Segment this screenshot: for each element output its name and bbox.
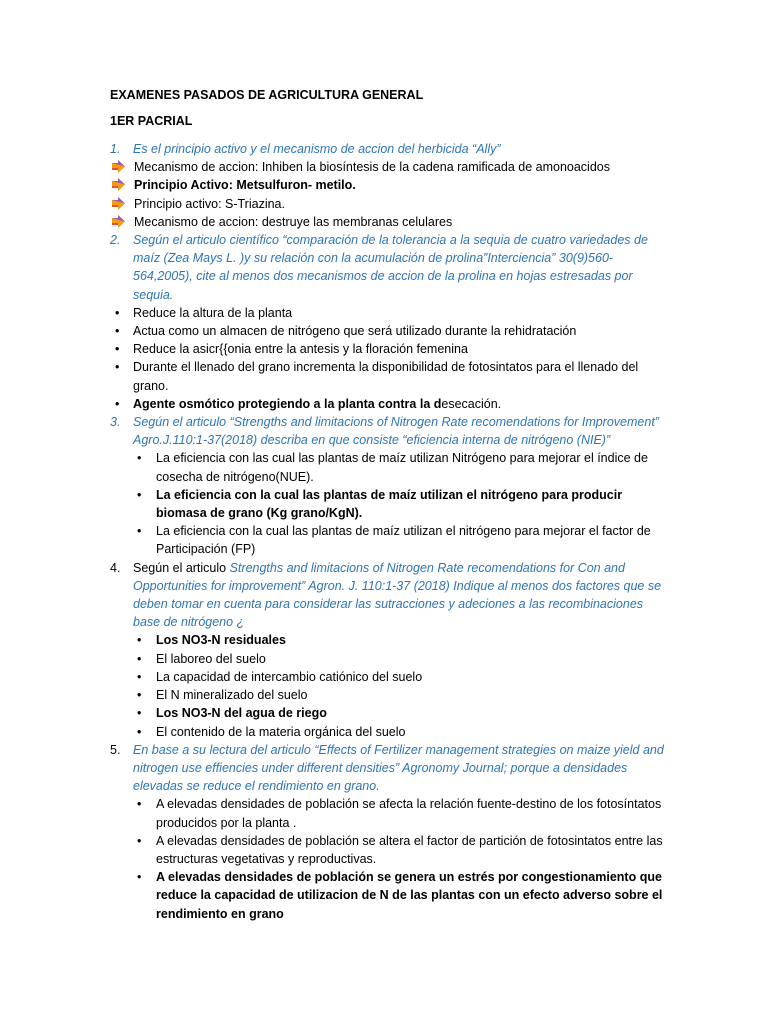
round-bullet-icon: • <box>137 651 142 666</box>
round-bullet-icon: • <box>137 524 142 539</box>
question-number: 5. <box>110 742 121 757</box>
question-4 <box>110 559 670 632</box>
round-bullet-icon: • <box>137 724 142 739</box>
question-number: 2. <box>110 233 121 248</box>
question-2 <box>110 231 670 304</box>
answer-item: • El N mineralizado del suelo <box>110 686 670 704</box>
question-number: 3. <box>110 415 121 430</box>
answer-item: • A elevadas densidades de población se altera el factor de partición de fotosintatos entre las estructuras vegetativas y reproductivas. <box>137 833 663 866</box>
document-title: EXAMENES PASADOS DE AGRICULTURA GENERAL <box>110 88 424 102</box>
answer-item: • Los NO3-N del agua de riego <box>110 704 670 722</box>
answer-item: • La eficiencia con la cual las plantas de maíz utilizan el nitrógeno para producir biomasa de grano (Kg grano/KgN). <box>137 487 623 521</box>
question-number: 1. <box>110 142 121 156</box>
round-bullet-icon: • <box>115 305 120 320</box>
answer-list <box>110 795 670 922</box>
round-bullet-icon: • <box>137 870 142 885</box>
answer-item: • A elevadas densidades de población se afecta la relación fuente-destino de los fotosíntatos producidos por la planta . <box>137 797 662 830</box>
answer-item: • Actua como un almacen de nitrógeno que será utilizado durante la rehidratación <box>110 322 670 340</box>
answer-item: Principio activo: S-Triazina. <box>110 195 670 213</box>
answer-item: Mecanismo de accion: Inhiben la biosíntesis de la cadena ramificada de amonoacidos <box>110 158 670 176</box>
answer-item: • Reduce la altura de la planta <box>110 304 670 322</box>
arrow-bullet-icon <box>112 215 126 228</box>
answer-item: • La eficiencia con la cual las plantas de maíz utilizan el nitrógeno para mejorar el factor de Participación (FP) <box>137 524 651 557</box>
round-bullet-icon: • <box>115 360 120 375</box>
round-bullet-icon: • <box>137 688 142 703</box>
answer-list <box>110 631 670 740</box>
round-bullet-icon: • <box>137 669 142 684</box>
answer-item: • Reduce la asicr{{onia entre la antesis y la floración femenina <box>110 340 670 358</box>
arrow-bullet-icon <box>112 197 126 210</box>
arrow-bullet-icon <box>112 160 126 173</box>
answer-item: • El contenido de la materia orgánica del suelo <box>110 723 670 741</box>
question-text: En base a su lectura del articulo “Effects of Fertilizer management strategies on maize yield and nitrogen use effiencies under different densities” Agronomy Journal; porque a densidades elevadas se reduce el rendimiento en grano. <box>133 742 664 794</box>
answer-item: • Agente osmótico protegiendo a la planta contra la desecación. <box>110 395 670 413</box>
round-bullet-icon: • <box>137 633 142 648</box>
answer-item: • Durante el llenado del grano incrementa la disponibilidad de fotosintatos para el llenado del grano. <box>115 360 639 393</box>
answer-item: Mecanismo de accion: destruye las membranas celulares <box>110 213 670 231</box>
question-text: Según el articulo científico “comparación de la tolerancia a la sequia de cuatro variedades de maíz (Zea Mays L. )y su relación con la acumulación de prolina”Interciencia” 30(9)560-564,2005), cite al menos dos mecanismos de accion de la prolina en hojas estresadas por sequia. <box>133 233 648 302</box>
round-bullet-icon: • <box>137 487 142 502</box>
answer-item: • La eficiencia con las cual las plantas de maíz utilizan Nitrógeno para mejorar el índice de cosecha de nitrógeno(NUE). <box>137 451 648 484</box>
answer-item: • A elevadas densidades de población se genera un estrés por congestionamiento que reduce la capacidad de utilizacion de N de las plantas con un efecto adverso sobre el rendimiento en grano <box>137 870 663 921</box>
question-number: 4. <box>110 560 121 575</box>
question-text: Según el articulo “Strengths and limitacions of Nitrogen Rate recomendations for Improvement” Agro.J.110:1-37(2018) describa en que consiste “eficiencia interna de nitrógeno (NIE)” <box>133 415 659 448</box>
round-bullet-icon: • <box>115 342 120 357</box>
answer-item: • Los NO3-N residuales <box>110 631 670 649</box>
round-bullet-icon: • <box>137 833 142 848</box>
question-text: Es el principio activo y el mecanismo de accion del herbicida “Ally” <box>133 142 501 156</box>
answer-list <box>110 449 670 558</box>
answer-item: • El laboreo del suelo <box>110 650 670 668</box>
answer-list <box>110 158 670 231</box>
arrow-bullet-icon <box>112 178 126 191</box>
question-3 <box>110 413 670 449</box>
round-bullet-icon: • <box>137 797 142 812</box>
round-bullet-icon: • <box>137 451 142 466</box>
exam-subtitle: 1ER PACRIAL <box>110 114 193 128</box>
question-text: Según el articulo Strengths and limitacions of Nitrogen Rate recomendations for Con and Opportunities for improvement” Agron. J. 110:1-37 (2018) Indique al menos dos factores que se deben tomar en cuenta para considerar las sutracciones y adeciones a las recombinaciones base de nitrógeno ¿ <box>133 560 662 630</box>
round-bullet-icon: • <box>115 324 120 339</box>
question-1 <box>110 140 670 158</box>
answer-item: Principio Activo: Metsulfuron- metilo. <box>110 176 670 194</box>
question-5 <box>110 741 670 796</box>
answer-item: • La capacidad de intercambio catiónico del suelo <box>110 668 670 686</box>
round-bullet-icon: • <box>115 396 120 411</box>
round-bullet-icon: • <box>137 706 142 721</box>
answer-list <box>110 304 670 413</box>
question-list <box>110 140 670 923</box>
